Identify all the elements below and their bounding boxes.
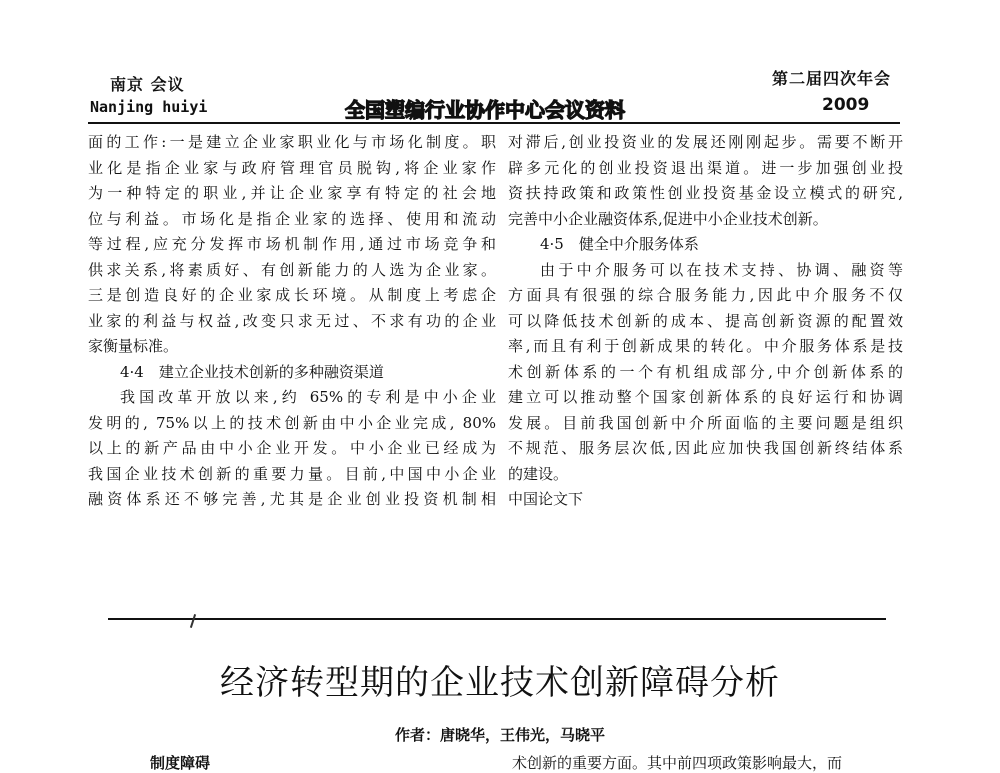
text-line: 面的工作:一是建立企业家职业化与市场化制度。职 — [88, 133, 496, 151]
text-line: 方面具有很强的综合服务能力,因此中介服务不仅 — [508, 286, 903, 304]
section-heading-4-5: 4·5 健全中介服务体系 — [540, 235, 699, 253]
right-text-column — [508, 130, 903, 513]
text-line: 对滞后,创业投资业的发展还刚刚起步。需要不断开 — [508, 133, 903, 151]
text-line: 由于中介服务可以在技术支持、协调、融资等 — [540, 260, 903, 279]
text-line: 业家的利益与权益,改变只求无过、不求有功的企业 — [88, 311, 496, 330]
header-venue-pinyin: Nanjing huiyi — [90, 98, 208, 116]
source-note: 中国论文下 — [508, 490, 584, 508]
text-line: 发明的, 75%以上的技术创新由中小企业完成, 80% — [88, 413, 496, 432]
text-line: 可以降低技术创新的成本、提高创新资源的配置效 — [508, 311, 903, 330]
text-line: 家衡量标准。 — [88, 337, 179, 355]
header-meeting-session: 第二届四次年会 — [772, 69, 892, 88]
header-venue: 南京 会议 — [110, 75, 185, 94]
text-line: 资扶持政策和政策性创业投资基金设立模式的研究, — [508, 184, 903, 202]
text-line: 建立可以推动整个国家创新体系的良好运行和协调 — [508, 388, 903, 406]
text-line: 不规范、服务层次低,因此应加快我国创新终结体系 — [508, 439, 903, 457]
text-line: 发展。目前我国创新中介所面临的主要问题是组织 — [508, 413, 903, 432]
cut-off-text-line: 术创新的重要方面。其中前四项政策影响最大，而 — [512, 754, 843, 772]
text-line: 三是创造良好的企业家成长环境。从制度上考虑企 — [88, 286, 496, 304]
text-line: 完善中小企业融资体系,促进中小企业技术创新。 — [508, 209, 828, 228]
header-year: 2009 — [822, 95, 870, 115]
text-line: 我国改革开放以来,约 65%的专利是中小企业 — [120, 388, 496, 406]
text-line: 业化是指企业家与政府管理官员脱钩,将企业家作 — [88, 158, 496, 177]
left-text-column — [88, 130, 496, 513]
section-heading-4-4: 4·4 建立企业技术创新的多种融资渠道 — [120, 362, 384, 381]
article-authors: 作者：唐晓华，王伟光，马晓平 — [394, 726, 605, 744]
text-line: 位与利益。市场化是指企业家的选择、使用和流动 — [88, 209, 496, 228]
text-line: 以上的新产品由中小企业开发。中小企业已经成为 — [88, 439, 496, 457]
header-rule — [88, 122, 900, 124]
text-line: 为一种特定的职业,并让企业家享有特定的社会地 — [88, 184, 496, 202]
article-title: 经济转型期的企业技术创新障碍分析 — [220, 663, 780, 703]
header-journal-title: 全国塑编行业协作中心会议资料 — [345, 98, 625, 122]
text-line: 率,而且有利于创新成果的转化。中介服务体系是技 — [508, 337, 903, 355]
text-line: 我国企业技术创新的重要力量。目前,中国中小企业 — [88, 464, 496, 483]
text-line: 的建设。 — [508, 464, 569, 483]
text-line: 等过程,应充分发挥市场机制作用,通过市场竞争和 — [88, 235, 496, 253]
text-line: 术创新体系的一个有机组成部分,中介创新体系的 — [508, 362, 903, 381]
cut-off-heading: 制度障碍 — [150, 754, 211, 772]
text-line: 辟多元化的创业投资退出渠道。进一步加强创业投 — [508, 158, 903, 177]
article-separator-rule — [108, 618, 886, 620]
text-line: 融资体系还不够完善,尤其是企业创业投资机制相 — [88, 490, 496, 508]
separator-tick-mark — [190, 614, 196, 628]
text-line: 供求关系,将素质好、有创新能力的人选为企业家。 — [88, 260, 496, 279]
